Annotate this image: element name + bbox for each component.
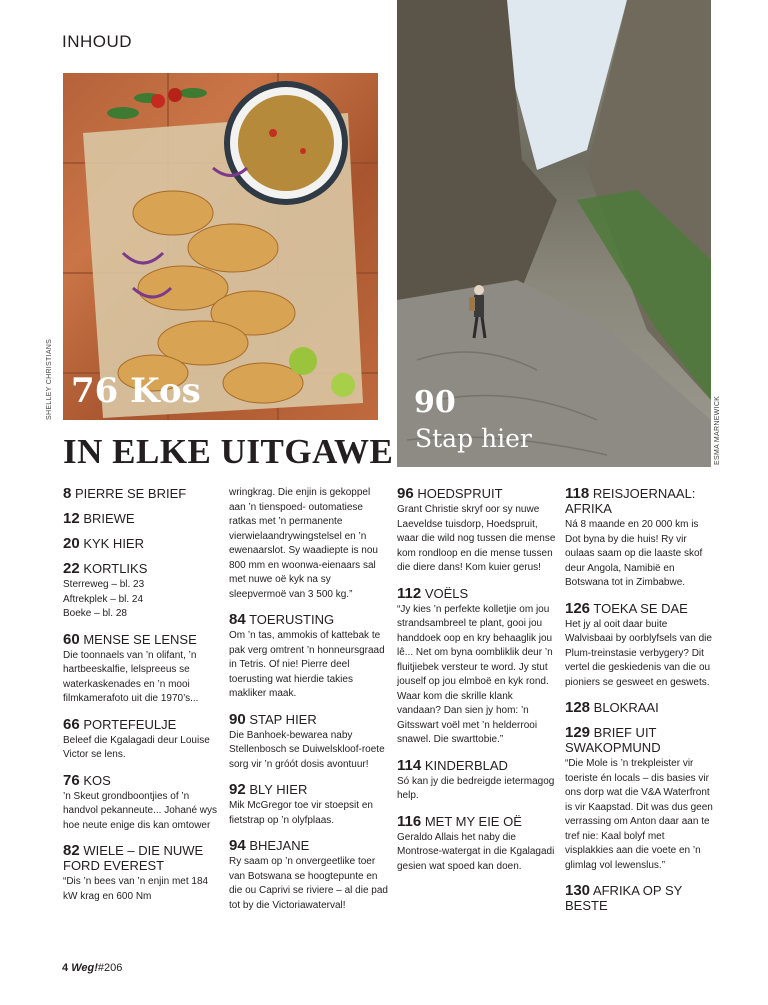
food-photo-label: Kos (130, 371, 201, 411)
entry-title: KYK HIER (83, 536, 144, 551)
entry-title: STAP HIER (249, 711, 317, 727)
entry-description: Beleef die Kgalagadi deur Louise Victor se lens. (63, 734, 210, 760)
toc-entry[interactable] (229, 712, 389, 773)
entry-title: REISJOERNAAL: AFRIKA (565, 486, 696, 516)
footer-magazine-name: Weg! (71, 962, 98, 974)
entry-description: Ry saam op ’n onvergeetlike toer van Botswana se hoogtepunte en die ou Caprivi se rivierе – al die pad tot by die Victoriawaterval! (229, 856, 388, 911)
toc-entry[interactable] (565, 725, 715, 873)
entry-page-number: 118 (565, 485, 590, 502)
entry-page-number: 92 (229, 781, 246, 798)
entry-page-number: 82 (63, 842, 80, 859)
entry-page-number: 112 (397, 584, 422, 602)
toc-entry[interactable] (565, 700, 715, 715)
entry-title: AFRIKA OP SY BESTE (565, 883, 683, 913)
entry-title: WIELE – DIE NUWE FORD EVEREST (63, 843, 204, 873)
entry-title: BRIEF UIT SWAKOPMUND (565, 725, 661, 755)
hike-photo-credit: ESMA MARNEWICK (714, 395, 721, 465)
footer-issue: #206 (97, 962, 123, 974)
entry-title: HOEDSPRUIT (417, 486, 503, 501)
entry-description: Grant Christie skryf oor sy nuwe Laeveldse tuisdorp, Hoedspruit, waar die wild nog tussen die mense kom rondloop en die mense tussen die diere dans! Kom kuier gerus! (397, 504, 556, 573)
toc-entry[interactable] (63, 632, 223, 707)
hike-photo[interactable] (397, 0, 711, 467)
entry-description: Het jy al ooit daar buite Walvisbaai by oorblyfsels van die Plum-treinstasie verbygery? Dit vertel die geskiedenis van die ou pioniers se gesweet en geswets. (565, 618, 712, 688)
food-illustration (63, 73, 378, 420)
entry-title: BLY HIER (249, 782, 308, 797)
entry-page-number: 94 (229, 837, 246, 854)
entry-description: Geraldo Allais het naby die Montrose-watergat in die Kgalagadi gesien wat spoed kan doen. (397, 831, 555, 872)
toc-entry[interactable] (565, 601, 715, 691)
entry-page-number: 114 (397, 756, 422, 774)
toc-entry[interactable] (397, 586, 557, 748)
entry-page-number: 130 (565, 882, 591, 899)
food-photo[interactable] (63, 73, 378, 420)
entry-description: Só kan jy die bedreigde ietermagog help. (397, 775, 555, 801)
entry-description: Mik McGregor toe vir stoepsit en fietstrap op ’n olyfplaas. (229, 800, 373, 826)
toc-column-1 (63, 486, 223, 914)
entry-title: BRIEWE (83, 511, 135, 526)
toc-entry[interactable] (229, 782, 389, 828)
entry-description: Sterreweg – bl. 23 Aftrekplek – bl. 24 Boeke – bl. 28 (63, 579, 145, 619)
entry-page-number: 76 (63, 771, 80, 789)
entry-page-number: 8 (63, 485, 72, 502)
entry-title: MENSE SE LENSE (83, 631, 197, 647)
toc-entry[interactable] (229, 612, 389, 702)
toc-entry[interactable] (63, 843, 223, 904)
entry-description: “Jy kies ’n perfekte kolletjie om jou strandsambreel te plant, gooi jou handdoek oop en kry behaaglik jou lê... Net om byna oombliklik deur ’n fluitjiebek versteur te word. Jy stut jouself op jou elmboë en kyk rond. Waar kom die skrille klank vandaan? Dan sien jy hom: ’n Gitsswart voël met ’n helderrooi snawel. Die swarttobie.” (397, 603, 553, 745)
entry-title: PORTEFEULJE (83, 716, 177, 732)
entry-title: PIERRE SE BRIEF (74, 486, 187, 501)
toc-entry[interactable] (565, 486, 715, 591)
entry-description: “Dis ’n bees van ’n enjin met 184 kW krag en 600 Nm (63, 876, 209, 902)
entry-page-number: 20 (63, 535, 80, 552)
footer-page-number: 4 (62, 962, 69, 974)
toc-entry[interactable] (63, 486, 223, 501)
section-label: INHOUD (62, 32, 133, 51)
hike-photo-label: Stap hier (415, 424, 532, 453)
toc-entry[interactable] (397, 814, 557, 875)
toc-entry[interactable] (397, 758, 557, 804)
entry-title: VOËLS (424, 585, 469, 601)
entry-page-number: 128 (565, 699, 591, 716)
toc-entry[interactable] (397, 486, 557, 576)
food-photo-number: 76 (71, 371, 119, 411)
entry-description: Om ’n tas, ammokis of kattebak te pak verg omtrent ’n honneursgraad in Tetris. Of nie! Pierre deel toerusting wat hierdie takies makliker maak. (229, 630, 385, 699)
entry-title: TOEKA SE DAE (593, 600, 688, 616)
entry-page-number: 60 (63, 630, 80, 648)
entry-title: TOERUSTING (249, 612, 335, 627)
entry-page-number: 96 (397, 485, 414, 502)
entry-description: Die Banhoek-bewarea naby Stellenbosch se Duiwelskloof-roete sorg vir ’n gróót dosis avontuur! (229, 729, 385, 770)
entry-description: “Die Mole is ’n trekpleister vir toeriste én locals – dis basies vir ons dorp wat die V&A Waterfront is vir Kaapstad. Dit was dus geen verrassing om Anton daar aan te tref nie: Kaal bolyf met visplakkies aan die voete en ’n glimlag vol lewenslus.” (565, 758, 713, 871)
entry-page-number: 22 (63, 560, 80, 577)
toc-entry[interactable] (63, 561, 223, 622)
entry-description: wringkrag. Die enjin is gekoppel aan ’n tienspoed- outomatiese ratkas met ’n permanente vierwielaandrywingstelsel en ’n ewenaarslot. Sy waadiepte is nou 800 mm en woonwa-eienaars sal met nuwe oë kyk na sy sleepvermoë van 3 500 kg.” (229, 487, 378, 600)
entry-title: KORTLIKS (83, 561, 148, 576)
entry-page-number: 90 (229, 710, 246, 728)
hike-photo-number: 90 (414, 385, 456, 420)
toc-entry[interactable] (63, 536, 223, 551)
entry-page-number: 66 (63, 715, 80, 733)
page-title: IN ELKE UITGAWE (63, 432, 394, 471)
entry-title: BHEJANE (249, 838, 310, 853)
food-photo-credit: SHELLEY CHRISTIANS (46, 338, 53, 420)
entry-page-number: 12 (63, 510, 80, 527)
toc-column-4 (565, 486, 715, 923)
toc-entry[interactable] (63, 773, 223, 834)
entry-title: BLOKRAAI (593, 700, 659, 715)
entry-page-number: 84 (229, 611, 246, 628)
toc-entry[interactable] (229, 838, 389, 913)
entry-description: ’n Skeut grondboontjies of ’n handvol pekanneute... Johané wys hoe neute enige dis kan omtower (63, 790, 217, 831)
toc-entry[interactable] (63, 717, 223, 763)
entry-title: KOS (83, 772, 111, 788)
toc-column-2 (229, 486, 389, 923)
entry-page-number: 116 (397, 812, 422, 830)
entry-page-number: 129 (565, 724, 591, 741)
entry-title: KINDERBLAD (424, 757, 508, 773)
toc-entry[interactable] (63, 511, 223, 526)
toc-entry[interactable] (565, 883, 715, 913)
toc-entry-continued (229, 486, 389, 602)
entry-description: Ná 8 maande en 20 000 km is Dot byna by die huis! Ry vir oulaas saam op die laaste skof deur Angola, Namibië en Botswana tot in Zimbabwe. (565, 519, 703, 588)
entry-title: MET MY EIE OË (424, 813, 522, 829)
entry-page-number: 126 (565, 599, 591, 617)
page-footer (62, 962, 122, 974)
entry-description: Die toonnaels van ’n olifant, ’n hartbeeskalfie, lelspreeus se waterkaskenades en ’n mooi filmkamerafoto uit die 1970’s... (63, 649, 199, 704)
toc-column-3 (397, 486, 557, 884)
